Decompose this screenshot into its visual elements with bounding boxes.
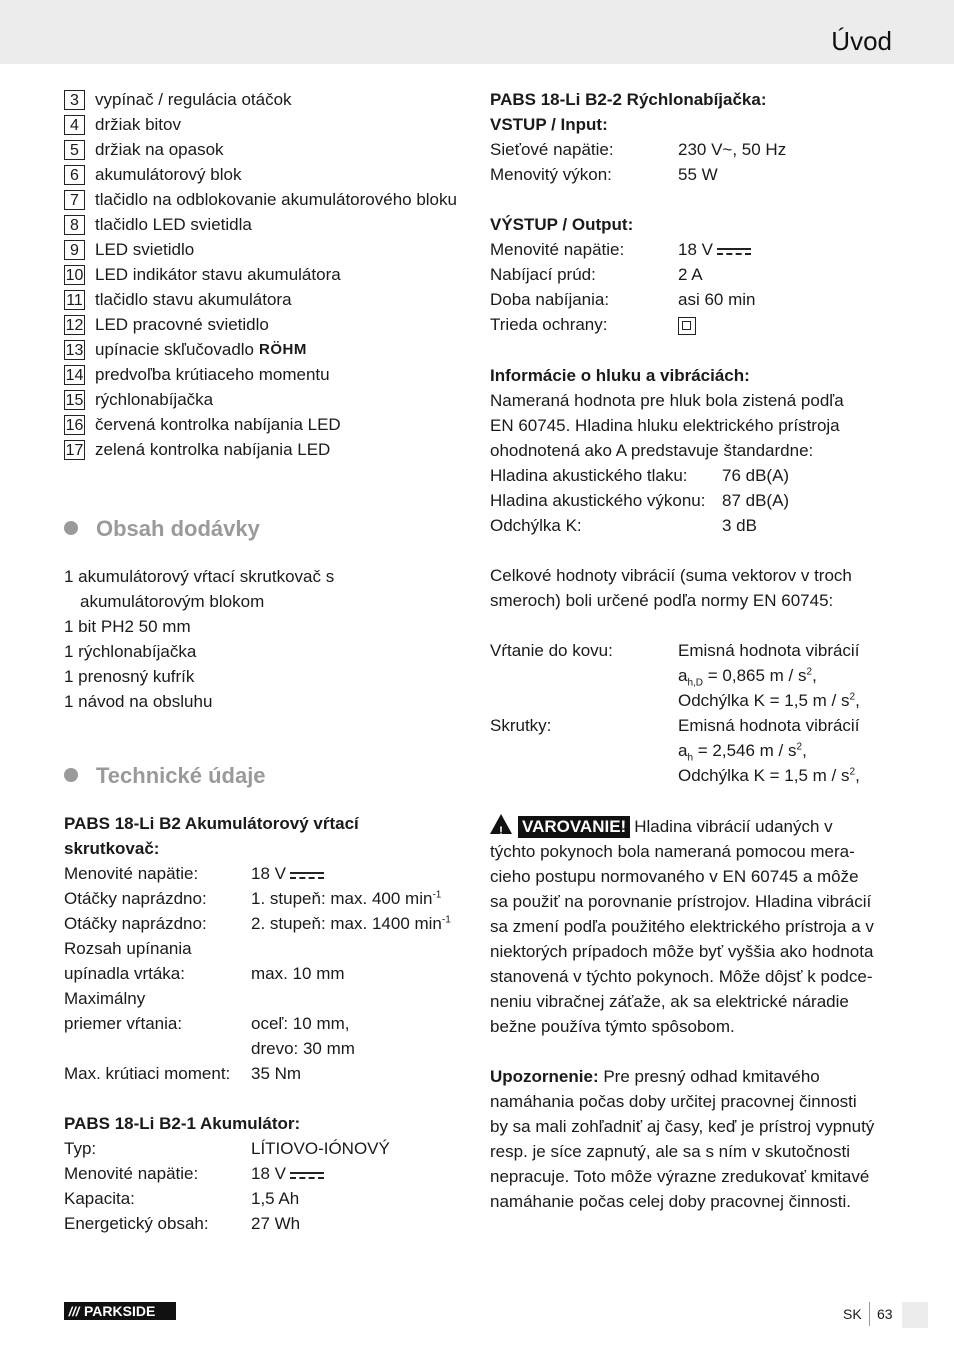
list-item xyxy=(64,262,464,287)
spec-value: 18 V xyxy=(678,237,751,262)
spec-row xyxy=(64,1136,464,1161)
spec-key: Kapacita: xyxy=(64,1189,135,1208)
spec-key: Otáčky naprázdno: xyxy=(64,914,207,933)
spec-row xyxy=(64,936,464,961)
part-number: 6 xyxy=(64,165,85,185)
spec-value: oceľ: 10 mm, xyxy=(251,1014,350,1033)
vibration-text: smeroch) boli určené podľa normy EN 60745: xyxy=(490,591,834,610)
spec-row xyxy=(64,1161,464,1186)
part-number: 14 xyxy=(65,366,84,384)
part-number: 7 xyxy=(64,190,85,210)
logo-stripes-icon: /// xyxy=(68,1303,80,1319)
spec-key: Sieťové napätie: xyxy=(490,140,614,159)
spec-key: Max. krútiaci moment: xyxy=(64,1064,231,1083)
part-number: 4 xyxy=(64,115,85,135)
spec-row xyxy=(64,911,464,936)
spec-key: Menovité napätie: xyxy=(64,864,199,883)
battery-title: PABS 18-Li B2-1 Akumulátor: xyxy=(64,1114,301,1133)
part-number: 8 xyxy=(64,215,85,235)
note-block: Upozornenie: Pre presný odhad kmitavého namáhania počas doby určitej pracovnej činnosti by sa mali zohľadniť aj časy, keď je prístroj vypnutý resp. je síce zapnutý, ale sa s ním v skutočnosti nepracuje. Toto môže výrazne zredukovať kmitavé namáhanie počas celej doby pracovnej činnosti. xyxy=(490,1067,875,1211)
list-item: 1 návod na obsluhu xyxy=(64,692,213,711)
part-label: predvoľba krútiaceho momentu xyxy=(95,365,330,384)
spec-key: Typ: xyxy=(64,1139,97,1158)
spec-row xyxy=(490,287,895,312)
tech-heading: Technické údaje xyxy=(64,760,464,790)
part-number: 13 xyxy=(65,341,84,359)
spec-value xyxy=(678,312,696,337)
spec-row xyxy=(490,137,895,162)
spec-value: 2. stupeň: max. 1400 $\min^{-1}$ xyxy=(251,914,451,933)
spec-key: Hladina akustického výkonu: xyxy=(490,491,706,510)
spec-key: upínadla vrtáka: xyxy=(64,964,185,983)
list-item xyxy=(64,412,464,437)
charger-input-specs xyxy=(490,137,895,187)
spec-value: 1,5 Ah xyxy=(251,1189,300,1208)
spec-key: Doba nabíjania: xyxy=(490,290,610,309)
rohm-logo: RÖHM xyxy=(259,341,307,358)
noise-title: Informácie o hluku a vibráciách: xyxy=(490,366,750,385)
noise-text: Nameraná hodnota pre hluk bola zistená podľa xyxy=(490,391,844,410)
part-label: držiak na opasok xyxy=(95,140,224,159)
spec-row xyxy=(64,1061,464,1086)
footer-band xyxy=(902,1302,928,1328)
part-number: 15 xyxy=(65,391,84,409)
bullet-icon xyxy=(64,768,78,782)
part-label: LED pracovné svietidlo xyxy=(95,315,269,334)
list-item xyxy=(64,337,464,362)
charger-title: PABS 18-Li B2-2 Rýchlonabíjačka: xyxy=(490,90,767,109)
list-item: 1 prenosný kufrík xyxy=(64,667,195,686)
vibration-screws: Skrutky: Emisná hodnota vibrácií $a_h = 2,546$ m / $s^2$, Odchýlka K = 1,5 m / $s^2$, xyxy=(490,716,860,785)
left-column xyxy=(64,87,464,1236)
noise-text: EN 60745. Hladina hluku elektrického prístroja xyxy=(490,416,840,435)
spec-value: drevo: 30 mm xyxy=(251,1039,355,1058)
spec-key: Menovitý výkon: xyxy=(490,165,612,184)
list-item xyxy=(64,137,464,162)
spec-key: Nabíjací prúd: xyxy=(490,265,596,284)
part-label: zelená kontrolka nabíjania LED xyxy=(95,440,331,459)
spec-value: 230 V~, 50 Hz xyxy=(678,140,787,159)
list-item xyxy=(64,87,464,112)
list-item xyxy=(64,387,464,412)
spec-key: Hladina akustického tlaku: xyxy=(490,466,688,485)
spec-row xyxy=(490,262,895,287)
part-label: vypínač / regulácia otáčok xyxy=(95,90,292,109)
page-title: Úvod xyxy=(831,26,892,56)
spec-value: 55 W xyxy=(678,165,718,184)
spec-key: Maximálny xyxy=(64,989,146,1008)
list-item xyxy=(64,437,464,462)
parts-list xyxy=(64,87,464,462)
page-number: 63 xyxy=(877,1306,893,1322)
list-item: 1 akumulátorový vŕtací skrutkovač s xyxy=(64,567,335,586)
spec-row xyxy=(490,463,895,488)
language-code: SK xyxy=(843,1306,862,1322)
spec-value: 18 V xyxy=(251,1161,324,1186)
spec-value: LÍTIOVO-IÓNOVÝ xyxy=(251,1139,390,1158)
drill-title: PABS 18-Li B2 Akumulátorový vŕtací xyxy=(64,814,359,833)
list-item: akumulátorovým blokom xyxy=(80,592,265,611)
spec-value: 87 dB(A) xyxy=(722,491,790,510)
dc-symbol-icon xyxy=(717,246,751,256)
spec-key: Menovité napätie: xyxy=(64,1164,199,1183)
warning-block: ! VAROVANIE! Hladina vibrácií udaných v týchto pokynoch bola nameraná pomocou mera- cieho postupu normovaného v EN 60745 a môže sa použiť na porovnanie prístrojov. Hladina vibrácií sa zmení podľa použitého elektrického prístroja a v niektorých prípadoch môže byť vyššia ako hodnota stanovená v týchto pokynoch. Môže dôjsť k podce- neniu vibračnej záťaže, ak sa elektrické náradie bežne používa týmto spôsobom. xyxy=(490,814,895,1039)
part-label: rýchlonabíjačka xyxy=(95,390,214,409)
dc-symbol-icon xyxy=(290,870,324,880)
list-item xyxy=(64,237,464,262)
charger-input-title: VSTUP / Input: xyxy=(490,115,608,134)
part-label: tlačidlo na odblokovanie akumulátorového bloku xyxy=(95,190,457,209)
dc-symbol-icon xyxy=(290,1170,324,1180)
spec-value: 1. stupeň: max. 400 $\min^{-1}$ xyxy=(251,889,442,908)
footer-divider xyxy=(869,1302,870,1326)
spec-row xyxy=(64,1186,464,1211)
warning-badge: VAROVANIE! xyxy=(518,816,630,838)
spec-value: max. 10 mm xyxy=(251,964,345,983)
spec-row xyxy=(64,961,464,986)
list-item xyxy=(64,212,464,237)
spec-key: Energetický obsah: xyxy=(64,1214,209,1233)
spec-row xyxy=(490,488,895,513)
spec-row xyxy=(64,986,464,1011)
part-label: držiak bitov xyxy=(95,115,181,134)
part-number: 3 xyxy=(64,90,85,110)
right-column xyxy=(490,87,895,1214)
spec-row xyxy=(64,886,464,911)
spec-row xyxy=(64,1211,464,1236)
list-item: 1 bit PH2 50 mm xyxy=(64,617,191,636)
part-number: 9 xyxy=(64,240,85,260)
spec-value: 27 Wh xyxy=(251,1214,301,1233)
spec-value: 35 Nm xyxy=(251,1064,302,1083)
spec-value: 2 A xyxy=(678,265,703,284)
spec-row xyxy=(64,861,464,886)
spec-value: 76 dB(A) xyxy=(722,466,790,485)
drill-specs xyxy=(64,861,464,1086)
vibration-text: Celkové hodnoty vibrácií (suma vektorov v troch xyxy=(490,566,852,585)
list-item xyxy=(64,287,464,312)
part-label: upínacie skľučovadlo xyxy=(95,340,255,359)
spec-row xyxy=(490,312,895,337)
spec-value: 18 V xyxy=(251,861,324,886)
warning-icon: ! xyxy=(490,814,512,834)
list-item xyxy=(64,187,464,212)
part-number: 17 xyxy=(65,441,84,459)
noise-text: ohodnotená ako A predstavuje štandardne: xyxy=(490,441,814,460)
part-number: 12 xyxy=(65,316,84,334)
list-item xyxy=(64,162,464,187)
noise-specs xyxy=(490,463,895,538)
part-number: 16 xyxy=(65,416,84,434)
list-item: 1 rýchlonabíjačka xyxy=(64,642,197,661)
spec-key: Menovité napätie: xyxy=(490,240,625,259)
spec-key: Trieda ochrany: xyxy=(490,315,608,334)
charger-output-title: VÝSTUP / Output: xyxy=(490,215,634,234)
vibration-metal: Vŕtanie do kovu: Emisná hodnota vibrácií $a_{h,D} = 0,865$ m / $s^2$, Odchýlka K = 1,5 m / $s^2$, xyxy=(490,641,860,710)
spec-row xyxy=(64,1011,464,1036)
list-item xyxy=(64,312,464,337)
list-item xyxy=(64,362,464,387)
charger-output-specs xyxy=(490,237,895,337)
spec-key: priemer vŕtania: xyxy=(64,1014,183,1033)
spec-key: Otáčky naprázdno: xyxy=(64,889,207,908)
header-band xyxy=(0,0,954,64)
parkside-logo: /// PARKSIDE xyxy=(64,1302,176,1320)
bullet-icon xyxy=(64,521,78,535)
part-label: akumulátorový blok xyxy=(95,165,242,184)
drill-title-2: skrutkovač: xyxy=(64,839,160,858)
delivery-list xyxy=(64,564,464,714)
spec-row xyxy=(490,237,895,262)
spec-key xyxy=(64,1036,251,1061)
part-label: tlačidlo stavu akumulátora xyxy=(95,290,292,309)
part-label: LED svietidlo xyxy=(95,240,195,259)
spec-value: asi 60 min xyxy=(678,290,756,309)
spec-key: Rozsah upínania xyxy=(64,939,192,958)
part-label: tlačidlo LED svietidla xyxy=(95,215,252,234)
delivery-heading: Obsah dodávky xyxy=(64,513,464,543)
part-number: 5 xyxy=(64,140,85,160)
spec-value: 3 dB xyxy=(722,516,757,535)
part-number: 10 xyxy=(65,266,84,284)
battery-specs xyxy=(64,1136,464,1236)
spec-row xyxy=(490,162,895,187)
spec-row xyxy=(490,513,895,538)
spec-row xyxy=(64,1036,464,1061)
part-number: 11 xyxy=(64,290,85,310)
spec-key: Odchýlka K: xyxy=(490,516,582,535)
list-item xyxy=(64,112,464,137)
part-label: LED indikátor stavu akumulátora xyxy=(95,265,341,284)
part-label: červená kontrolka nabíjania LED xyxy=(95,415,341,434)
protection-class-ii-icon xyxy=(678,317,696,335)
